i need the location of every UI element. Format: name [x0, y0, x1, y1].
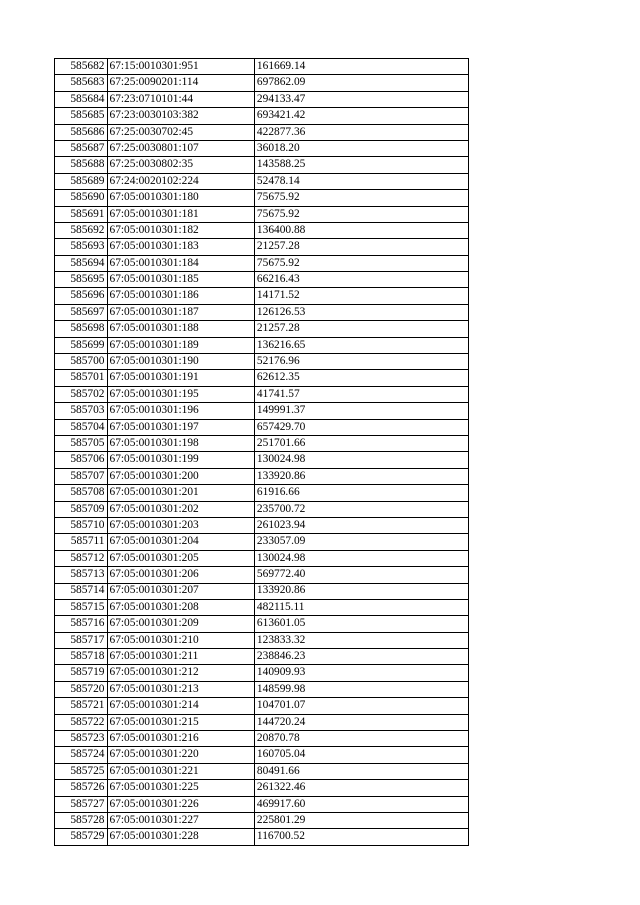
- cadastral-number-cell: 67:05:0010301:226: [107, 796, 254, 812]
- cadastral-number-cell: 67:05:0010301:191: [107, 370, 254, 386]
- table-row: [55, 501, 469, 517]
- value-cell: 140909.93: [254, 665, 468, 681]
- cadastral-number-cell: 67:05:0010301:206: [107, 567, 254, 583]
- table-row: [55, 403, 469, 419]
- row-id-cell: 585725: [55, 763, 108, 779]
- value-cell: 238846.23: [254, 649, 468, 665]
- table-row: [55, 780, 469, 796]
- row-id-cell: 585687: [55, 140, 108, 156]
- row-id-cell: 585698: [55, 321, 108, 337]
- row-id-cell: 585710: [55, 517, 108, 533]
- value-cell: 143588.25: [254, 157, 468, 173]
- value-cell: 116700.52: [254, 829, 468, 845]
- value-cell: 261322.46: [254, 780, 468, 796]
- value-cell: 697862.09: [254, 75, 468, 91]
- row-id-cell: 585718: [55, 649, 108, 665]
- value-cell: 482115.11: [254, 599, 468, 615]
- cadastral-number-cell: 67:05:0010301:197: [107, 419, 254, 435]
- row-id-cell: 585712: [55, 550, 108, 566]
- table-row: [55, 812, 469, 828]
- value-cell: 613601.05: [254, 616, 468, 632]
- cadastral-number-cell: 67:05:0010301:182: [107, 222, 254, 238]
- cadastral-number-cell: 67:05:0010301:201: [107, 485, 254, 501]
- cadastral-number-cell: 67:05:0010301:227: [107, 812, 254, 828]
- cadastral-number-cell: 67:05:0010301:203: [107, 517, 254, 533]
- cadastral-number-cell: 67:05:0010301:202: [107, 501, 254, 517]
- cadastral-number-cell: 67:05:0010301:183: [107, 239, 254, 255]
- row-id-cell: 585726: [55, 780, 108, 796]
- value-cell: 136400.88: [254, 222, 468, 238]
- table-row: [55, 698, 469, 714]
- table-row: [55, 517, 469, 533]
- row-id-cell: 585724: [55, 747, 108, 763]
- table-row: [55, 321, 469, 337]
- value-cell: 144720.24: [254, 714, 468, 730]
- table-row: [55, 468, 469, 484]
- row-id-cell: 585686: [55, 124, 108, 140]
- table-row: [55, 140, 469, 156]
- table-row: [55, 386, 469, 402]
- table-row: [55, 91, 469, 107]
- value-cell: 126126.53: [254, 304, 468, 320]
- table-row: [55, 239, 469, 255]
- table-row: [55, 370, 469, 386]
- cadastral-number-cell: 67:05:0010301:209: [107, 616, 254, 632]
- row-id-cell: 585728: [55, 812, 108, 828]
- row-id-cell: 585692: [55, 222, 108, 238]
- row-id-cell: 585699: [55, 337, 108, 353]
- value-cell: 130024.98: [254, 550, 468, 566]
- value-cell: 36018.20: [254, 140, 468, 156]
- cadastral-number-cell: 67:05:0010301:207: [107, 583, 254, 599]
- table-row: [55, 681, 469, 697]
- value-cell: 75675.92: [254, 206, 468, 222]
- row-id-cell: 585705: [55, 435, 108, 451]
- row-id-cell: 585711: [55, 534, 108, 550]
- table-row: [55, 59, 469, 75]
- value-cell: 251701.66: [254, 435, 468, 451]
- row-id-cell: 585682: [55, 59, 108, 75]
- table-row: [55, 419, 469, 435]
- table-row: [55, 534, 469, 550]
- value-cell: 161669.14: [254, 59, 468, 75]
- row-id-cell: 585717: [55, 632, 108, 648]
- cadastral-number-cell: 67:23:0710101:44: [107, 91, 254, 107]
- row-id-cell: 585700: [55, 354, 108, 370]
- cadastral-number-cell: 67:25:0030702:45: [107, 124, 254, 140]
- cadastral-number-cell: 67:05:0010301:185: [107, 272, 254, 288]
- value-cell: 160705.04: [254, 747, 468, 763]
- row-id-cell: 585719: [55, 665, 108, 681]
- table-row: [55, 173, 469, 189]
- table-row: [55, 206, 469, 222]
- value-cell: 693421.42: [254, 108, 468, 124]
- table-row: [55, 255, 469, 271]
- row-id-cell: 585708: [55, 485, 108, 501]
- value-cell: 130024.98: [254, 452, 468, 468]
- table-row: [55, 665, 469, 681]
- value-cell: 294133.47: [254, 91, 468, 107]
- table-row: [55, 272, 469, 288]
- cadastral-number-cell: 67:23:0030103:382: [107, 108, 254, 124]
- row-id-cell: 585683: [55, 75, 108, 91]
- cadastral-number-cell: 67:05:0010301:212: [107, 665, 254, 681]
- cadastral-number-cell: 67:05:0010301:214: [107, 698, 254, 714]
- cadastral-number-cell: 67:05:0010301:184: [107, 255, 254, 271]
- row-id-cell: 585701: [55, 370, 108, 386]
- table-row: [55, 452, 469, 468]
- value-cell: 235700.72: [254, 501, 468, 517]
- value-cell: 52478.14: [254, 173, 468, 189]
- table-row: [55, 157, 469, 173]
- value-cell: 80491.66: [254, 763, 468, 779]
- row-id-cell: 585715: [55, 599, 108, 615]
- cadastral-number-cell: 67:05:0010301:195: [107, 386, 254, 402]
- value-cell: 104701.07: [254, 698, 468, 714]
- table-row: [55, 304, 469, 320]
- value-cell: 469917.60: [254, 796, 468, 812]
- table-row: [55, 435, 469, 451]
- cadastral-number-cell: 67:05:0010301:208: [107, 599, 254, 615]
- table-body: [55, 59, 469, 846]
- row-id-cell: 585707: [55, 468, 108, 484]
- value-cell: 422877.36: [254, 124, 468, 140]
- value-cell: 75675.92: [254, 255, 468, 271]
- cadastral-number-cell: 67:25:0030801:107: [107, 140, 254, 156]
- table-row: [55, 731, 469, 747]
- row-id-cell: 585690: [55, 190, 108, 206]
- value-cell: 133920.86: [254, 468, 468, 484]
- row-id-cell: 585697: [55, 304, 108, 320]
- row-id-cell: 585720: [55, 681, 108, 697]
- value-cell: 20870.78: [254, 731, 468, 747]
- table-row: [55, 288, 469, 304]
- row-id-cell: 585722: [55, 714, 108, 730]
- cadastral-number-cell: 67:05:0010301:196: [107, 403, 254, 419]
- value-cell: 133920.86: [254, 583, 468, 599]
- cadastral-number-cell: 67:24:0020102:224: [107, 173, 254, 189]
- cadastral-number-cell: 67:05:0010301:190: [107, 354, 254, 370]
- row-id-cell: 585691: [55, 206, 108, 222]
- value-cell: 61916.66: [254, 485, 468, 501]
- row-id-cell: 585684: [55, 91, 108, 107]
- cadastral-number-cell: 67:05:0010301:220: [107, 747, 254, 763]
- value-cell: 21257.28: [254, 321, 468, 337]
- cadastral-number-cell: 67:25:0090201:114: [107, 75, 254, 91]
- cadastral-number-cell: 67:05:0010301:188: [107, 321, 254, 337]
- cadastral-number-cell: 67:05:0010301:204: [107, 534, 254, 550]
- cadastral-number-cell: 67:05:0010301:211: [107, 649, 254, 665]
- value-cell: 66216.43: [254, 272, 468, 288]
- table-row: [55, 829, 469, 845]
- table-row: [55, 649, 469, 665]
- cadastral-number-cell: 67:05:0010301:187: [107, 304, 254, 320]
- row-id-cell: 585689: [55, 173, 108, 189]
- row-id-cell: 585694: [55, 255, 108, 271]
- cadastral-number-cell: 67:05:0010301:215: [107, 714, 254, 730]
- cadastral-number-cell: 67:05:0010301:199: [107, 452, 254, 468]
- table-row: [55, 796, 469, 812]
- value-cell: 123833.32: [254, 632, 468, 648]
- table-row: [55, 583, 469, 599]
- table-row: [55, 485, 469, 501]
- table-row: [55, 567, 469, 583]
- cadastral-number-cell: 67:05:0010301:181: [107, 206, 254, 222]
- row-id-cell: 585703: [55, 403, 108, 419]
- cadastral-number-cell: 67:05:0010301:189: [107, 337, 254, 353]
- cadastral-number-cell: 67:05:0010301:198: [107, 435, 254, 451]
- value-cell: 569772.40: [254, 567, 468, 583]
- table-row: [55, 550, 469, 566]
- table-row: [55, 75, 469, 91]
- row-id-cell: 585685: [55, 108, 108, 124]
- row-id-cell: 585695: [55, 272, 108, 288]
- value-cell: 21257.28: [254, 239, 468, 255]
- cadastral-number-cell: 67:05:0010301:228: [107, 829, 254, 845]
- value-cell: 41741.57: [254, 386, 468, 402]
- cadastral-number-cell: 67:05:0010301:186: [107, 288, 254, 304]
- cadastral-number-cell: 67:05:0010301:210: [107, 632, 254, 648]
- cadastral-number-cell: 67:05:0010301:221: [107, 763, 254, 779]
- row-id-cell: 585716: [55, 616, 108, 632]
- cadastral-number-cell: 67:05:0010301:180: [107, 190, 254, 206]
- table-row: [55, 763, 469, 779]
- cadastral-number-cell: 67:05:0010301:216: [107, 731, 254, 747]
- cadastral-number-cell: 67:05:0010301:205: [107, 550, 254, 566]
- row-id-cell: 585713: [55, 567, 108, 583]
- value-cell: 136216.65: [254, 337, 468, 353]
- value-cell: 261023.94: [254, 517, 468, 533]
- row-id-cell: 585704: [55, 419, 108, 435]
- table-row: [55, 747, 469, 763]
- value-cell: 52176.96: [254, 354, 468, 370]
- row-id-cell: 585706: [55, 452, 108, 468]
- table-row: [55, 616, 469, 632]
- value-cell: 225801.29: [254, 812, 468, 828]
- value-cell: 14171.52: [254, 288, 468, 304]
- table-row: [55, 222, 469, 238]
- value-cell: 62612.35: [254, 370, 468, 386]
- cadastral-number-cell: 67:15:0010301:951: [107, 59, 254, 75]
- row-id-cell: 585688: [55, 157, 108, 173]
- row-id-cell: 585721: [55, 698, 108, 714]
- value-cell: 657429.70: [254, 419, 468, 435]
- table-row: [55, 337, 469, 353]
- table-row: [55, 599, 469, 615]
- row-id-cell: 585696: [55, 288, 108, 304]
- row-id-cell: 585723: [55, 731, 108, 747]
- cadastre-value-table: [54, 58, 469, 846]
- table-row: [55, 108, 469, 124]
- row-id-cell: 585714: [55, 583, 108, 599]
- row-id-cell: 585702: [55, 386, 108, 402]
- cadastral-number-cell: 67:05:0010301:213: [107, 681, 254, 697]
- value-cell: 233057.09: [254, 534, 468, 550]
- cadastral-number-cell: 67:05:0010301:200: [107, 468, 254, 484]
- table-row: [55, 632, 469, 648]
- row-id-cell: 585709: [55, 501, 108, 517]
- cadastral-number-cell: 67:25:0030802:35: [107, 157, 254, 173]
- value-cell: 149991.37: [254, 403, 468, 419]
- table-row: [55, 124, 469, 140]
- cadastral-number-cell: 67:05:0010301:225: [107, 780, 254, 796]
- table-row: [55, 354, 469, 370]
- row-id-cell: 585729: [55, 829, 108, 845]
- row-id-cell: 585693: [55, 239, 108, 255]
- row-id-cell: 585727: [55, 796, 108, 812]
- table-row: [55, 714, 469, 730]
- value-cell: 75675.92: [254, 190, 468, 206]
- table-row: [55, 190, 469, 206]
- value-cell: 148599.98: [254, 681, 468, 697]
